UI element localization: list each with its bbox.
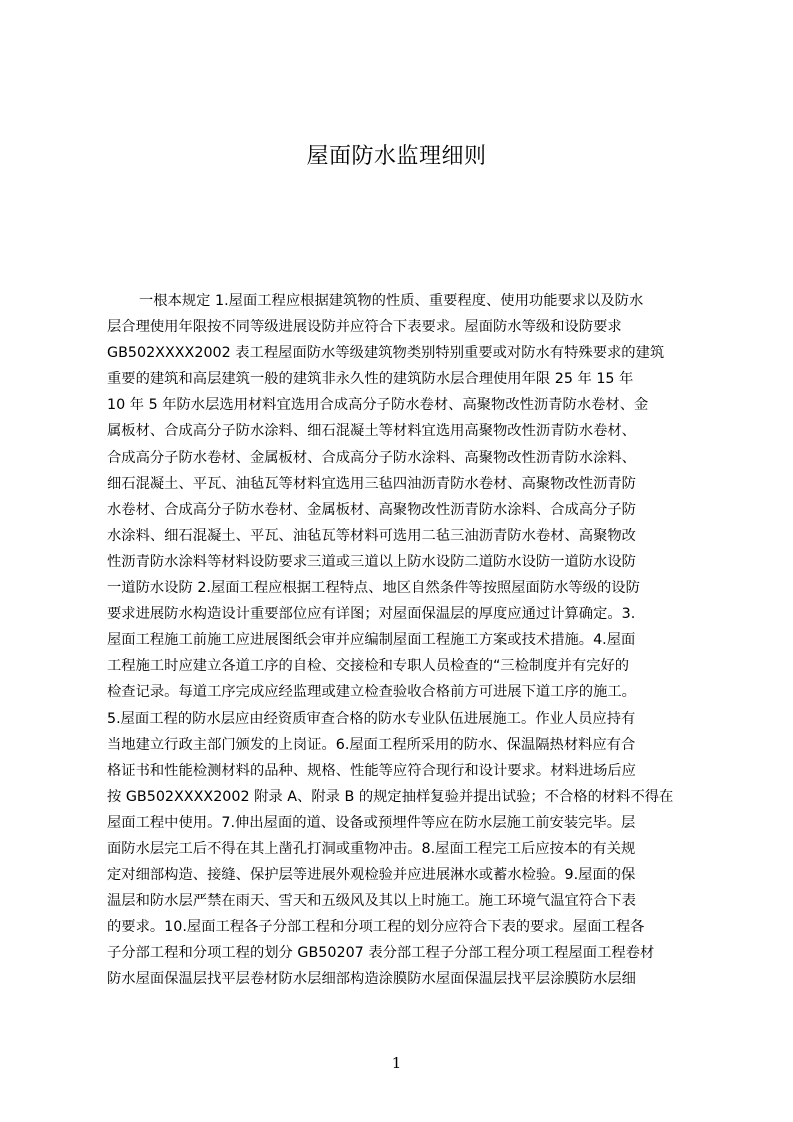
body-line: 防水屋面保温层找平层卷材防水层细部构造涂膜防水屋面保温层找平层涂膜防水层细	[107, 971, 636, 988]
body-line: 层合理使用年限按不同等级进展设防并应符合下表要求。屋面防水等级和设防要求	[107, 319, 622, 336]
body-line: 屋面工程施工前施工应进展图纸会审并应编制屋面工程施工方案或技术措施。4.屋面	[107, 632, 636, 649]
body-line: 一根本规定 1.屋面工程应根据建筑物的性质、重要程度、使用功能要求以及防水	[139, 293, 644, 309]
body-line: 5.屋面工程的防水层应由经资质审查合格的防水专业队伍进展施工。作业人员应持有	[107, 710, 636, 727]
body-line: 重要的建筑和高层建筑一般的建筑非永久性的建筑防水层合理使用年限 25 年 15 年	[107, 371, 634, 388]
body-line: 当地建立行政主部门颁发的上岗证。6.屋面工程所采用的防水、保温隔热材料应有合	[107, 736, 636, 753]
body-line: 的要求。10.屋面工程各子分部工程和分项工程的划分应符合下表的要求。屋面工程各	[107, 919, 645, 936]
body-line: 水卷材、合成高分子防水卷材、金属板材、高聚物改性沥青防水涂料、合成高分子防	[107, 501, 636, 518]
body-line: 性沥青防水涂料等材料设防要求三道或三道以上防水设防二道防水设防一道防水设防	[107, 553, 636, 570]
body-line: 合成高分子防水卷材、金属板材、合成高分子防水涂料、高聚物改性沥青防水涂料、	[107, 449, 636, 466]
body-line: 属板材、合成高分子防水涂料、细石混凝土等材料宜选用高聚物改性沥青防水卷材、	[107, 423, 636, 440]
body-line: GB502XXXX2002 表工程屋面防水等级建筑物类别特别重要或对防水有特殊要求的建筑	[107, 345, 665, 362]
body-line: 检查记录。每道工序完成应经监理或建立检查验收合格前方可进展下道工序的施工。	[107, 684, 636, 701]
page-number: 1	[391, 1054, 402, 1072]
body-line: 10 年 5 年防水层选用材料宜选用合成高分子防水卷材、高聚物改性沥青防水卷材、金	[107, 397, 649, 414]
document-title: 屋面防水监理细则	[306, 144, 487, 169]
body-line: 面防水层完工后不得在其上凿孔打洞或重物冲击。8.屋面工程完工后应按本的有关规	[107, 840, 636, 857]
body-line: 要求进展防水构造设计重要部位应有详图；对屋面保温层的厚度应通过计算确定。3.	[107, 606, 636, 623]
body-line: 温层和防水层严禁在雨天、雪天和五级风及其以上时施工。施工环境气温宜符合下表	[107, 893, 636, 910]
body-line: 屋面工程中使用。7.伸出屋面的道、设备或预埋件等应在防水层施工前安装完毕。层	[107, 814, 636, 831]
document-body	[107, 288, 697, 993]
body-line: 定对细部构造、接缝、保护层等进展外观检验并应进展淋水或蓄水检验。9.屋面的保	[107, 867, 636, 884]
body-line: 格证书和性能检测材料的品种、规格、性能等应符合现行和设计要求。材料进场后应	[107, 762, 636, 779]
body-line: 一道防水设防 2.屋面工程应根据工程特点、地区自然条件等按照屋面防水等级的设防	[107, 580, 640, 597]
body-line: 子分部工程和分项工程的划分 GB50207 表分部工程子分部工程分项工程屋面工程卷材	[107, 945, 655, 962]
body-line: 工程施工时应建立各道工序的自检、交接检和专职人员检查的“三检制度并有完好的	[107, 658, 630, 675]
body-line: 按 GB502XXXX2002 附录 A、附录 B 的规定抽样复验并提出试验；不合格的材料不得在	[107, 788, 674, 805]
body-line: 水涂料、细石混凝土、平瓦、油毡瓦等材料可选用二毡三油沥青防水卷材、高聚物改	[107, 527, 636, 544]
body-line: 细石混凝土、平瓦、油毡瓦等材料宜选用三毡四油沥青防水卷材、高聚物改性沥青防	[107, 475, 636, 492]
